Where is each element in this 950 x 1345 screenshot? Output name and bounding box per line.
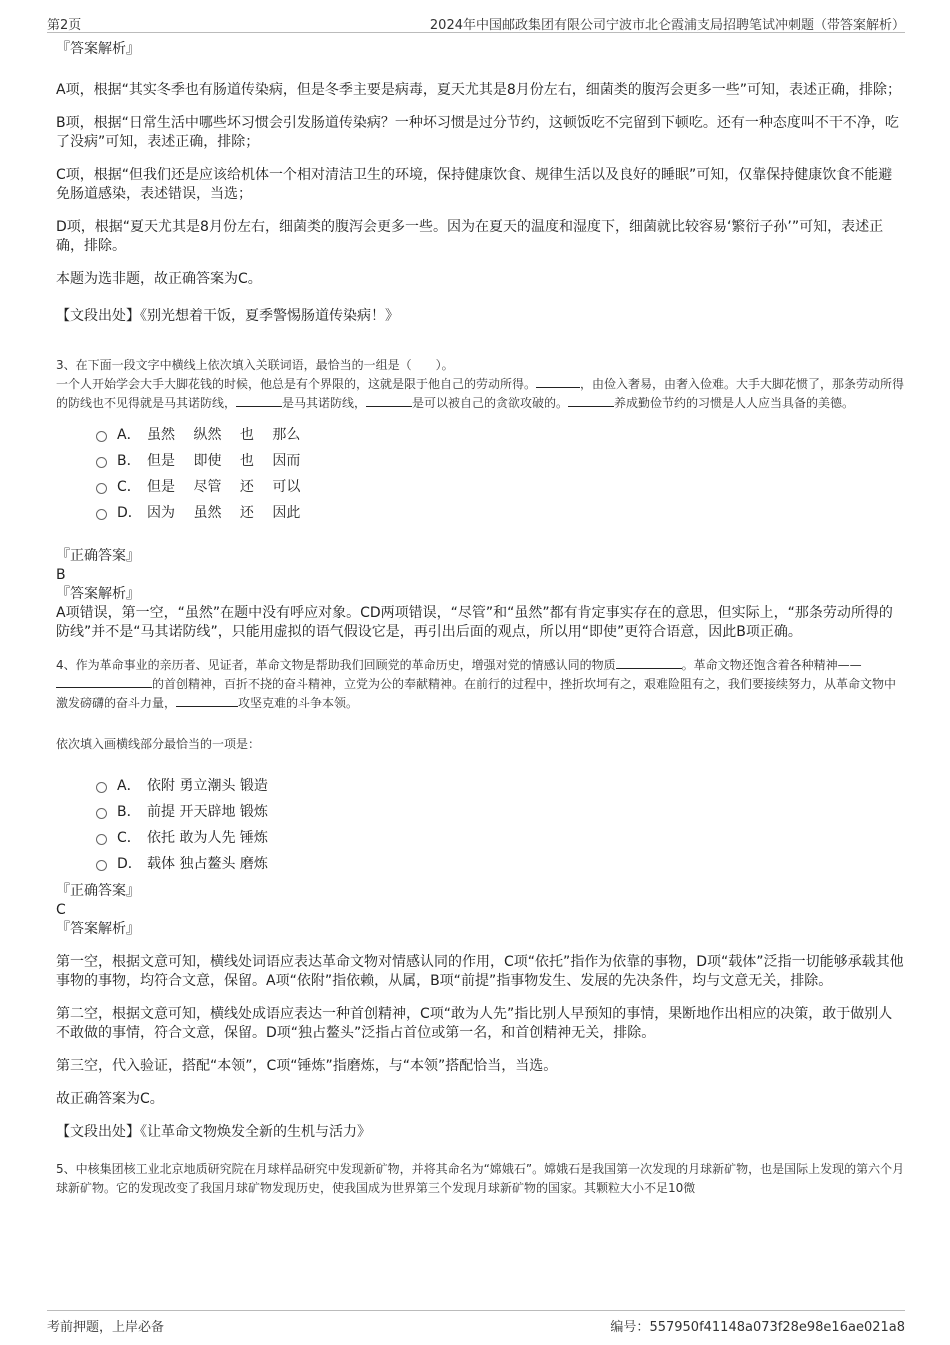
q4-stem: 4、作为革命事业的亲历者、见证者，革命文物是帮助我们回顾党的革命历史，增强对党的情感认同的物质 。革命文物还饱含着各种精神——的首创精神，百折不挠的奋斗精神，立党为公的奉献精神。在前行的过程中，挫折坎坷有之，艰难险阻有之，我们要接续努力，从革命文物中激发磅礴的奋斗力量， 攻坚克难的斗争本领。	[56, 658, 897, 710]
q4-analysis-3: 第三空，代入验证，搭配“本领”，C项“锤炼”指磨炼，与“本领”搭配恰当，当选。	[56, 1058, 558, 1074]
q2-conclusion: 本题为选非题，故正确答案为C。	[56, 271, 262, 287]
q2-analysis-a: A项，根据“其实冬季也有肠道传染病，但是冬季主要是病毒，夏天尤其是8月份左右，细菌类的腹泻会更多一些”可知，表述正确，排除；	[56, 82, 901, 98]
q4-prompt: 依次填入画横线部分最恰当的一项是：	[56, 737, 261, 751]
page-content	[56, 40, 905, 1198]
radio-icon[interactable]	[96, 834, 107, 845]
q3-option-a[interactable]: A． 虽然 纵然 也 那么	[96, 421, 905, 447]
q4-analysis-2: 第二空，根据文意可知，横线处成语应表达一种首创精神，C项“敢为人先”指比别人早预知的事情，果断地作出相应的决策，敢于做别人不敢做的事情，符合文意，保留。D项“独占鳌头”泛指占首位或第一名，和首创精神无关，排除。	[56, 1006, 893, 1041]
radio-icon[interactable]	[96, 782, 107, 793]
q4-source: 【文段出处】《让革命文物焕发全新的生机与活力》	[56, 1124, 371, 1140]
q3-option-c[interactable]: C． 但是 尽管 还 可以	[96, 473, 905, 499]
q4-answer-label: 『正确答案』	[56, 883, 140, 899]
document-title: 2024年中国邮政集团有限公司宁波市北仑霞浦支局招聘笔试冲刺题（带答案解析）	[429, 18, 905, 33]
q3-stem: 3、在下面一段文字中横线上依次填入关联词语，最恰当的一组是（ ）。	[56, 358, 454, 372]
q4-analysis-label: 『答案解析』	[56, 921, 140, 937]
blank-4	[568, 394, 614, 407]
page-header	[47, 12, 905, 33]
q5-stem: 5、中核集团核工业北京地质研究院在月球样品研究中发现新矿物，并将其命名为“嫦娥石”。嫦娥石是我国第一次发现的月球新矿物，也是国际上发现的第六个月球新矿物。它的发现改变了我国月球矿物发现历史，使我国成为世界第三个发现月球新矿物的国家。其颗粒大小不足10微	[56, 1162, 905, 1195]
q4-option-a[interactable]: A． 依附 勇立潮头 锻造	[96, 772, 905, 798]
q3-option-d[interactable]: D． 因为 虽然 还 因此	[96, 499, 905, 525]
q2-source: 【文段出处】《别光想着干饭，夏季警惕肠道传染病！》	[56, 308, 399, 324]
blank-1	[536, 375, 580, 388]
radio-icon[interactable]	[96, 808, 107, 819]
q3-passage: 一个人开始学会大手大脚花钱的时候，他总是有个界限的，这就是限于他自己的劳动所得。 ，由俭入奢易，由奢入俭难。大手大脚花惯了，那条劳动所得的防线也不见得就是马其诺防线， 是马其诺防线， 是可以被自己的贪欲攻破的。 养成勤俭节约的习惯是人人应当具备的美德。	[56, 377, 905, 410]
q4-options	[96, 772, 905, 876]
q3-options	[96, 421, 905, 525]
q4-option-d[interactable]: D． 载体 独占鳌头 磨炼	[96, 850, 905, 876]
radio-icon[interactable]	[96, 483, 107, 494]
q3-answer: B	[56, 567, 66, 583]
q2-analysis-d: D项，根据“夏天尤其是8月份左右，细菌类的腹泻会更多一些。因为在夏天的温度和湿度下，细菌就比较容易‘繁衍子孙’”可知，表述正确，排除。	[56, 219, 884, 254]
q3-analysis: A项错误，第一空，“虽然”在题中没有呼应对象。CD两项错误，“尽管”和“虽然”都有肯定事实存在的意思，但实际上，“那条劳动所得的防线”并不是“马其诺防线”，只能用虚拟的语气假设它是，再引出后面的观点，所以用“即使”更符合语意，因此B项正确。	[56, 605, 893, 640]
page-number: 第2页	[47, 18, 82, 33]
page-footer	[47, 1310, 905, 1335]
q4-option-c[interactable]: C． 依托 敢为人先 锤炼	[96, 824, 905, 850]
blank-3	[366, 394, 412, 407]
q4-option-b[interactable]: B． 前提 开天辟地 锻炼	[96, 798, 905, 824]
radio-icon[interactable]	[96, 509, 107, 520]
blank-2	[236, 394, 282, 407]
q4-answer: C	[56, 902, 66, 918]
q3-answer-label: 『正确答案』	[56, 548, 140, 564]
q4-analysis-1: 第一空，根据文意可知，横线处词语应表达革命文物对情感认同的作用，C项“依托”指作为依靠的事物，D项“载体”泛指一切能够承载其他事物的事物，均符合文意，保留。A项“依附”指依赖，从属，B项“前提”指事物发生、发展的先决条件，均与文意无关，排除。	[56, 954, 904, 989]
document-code: 编号：557950f41148a073f28e98e16ae021a8	[610, 1320, 905, 1335]
q3-analysis-label: 『答案解析』	[56, 586, 140, 602]
q3-option-b[interactable]: B． 但是 即使 也 因而	[96, 447, 905, 473]
blank-3	[176, 694, 238, 707]
radio-icon[interactable]	[96, 457, 107, 468]
q4-conclusion: 故正确答案为C。	[56, 1091, 164, 1107]
blank-2	[56, 675, 152, 688]
q2-analysis-label: 『答案解析』	[56, 41, 140, 57]
footer-slogan: 考前押题，上岸必备	[47, 1320, 165, 1335]
q2-analysis-c: C项，根据“但我们还是应该给机体一个相对清洁卫生的环境，保持健康饮食、规律生活以及良好的睡眠”可知，仅靠保持健康饮食不能避免肠道感染，表述错误，当选；	[56, 167, 893, 202]
radio-icon[interactable]	[96, 860, 107, 871]
radio-icon[interactable]	[96, 431, 107, 442]
blank-1	[616, 656, 682, 669]
q2-analysis-b: B项，根据“日常生活中哪些坏习惯会引发肠道传染病？一种坏习惯是过分节约，这顿饭吃不完留到下顿吃。还有一种态度叫不干不净，吃了没病”可知，表述正确，排除；	[56, 115, 899, 150]
